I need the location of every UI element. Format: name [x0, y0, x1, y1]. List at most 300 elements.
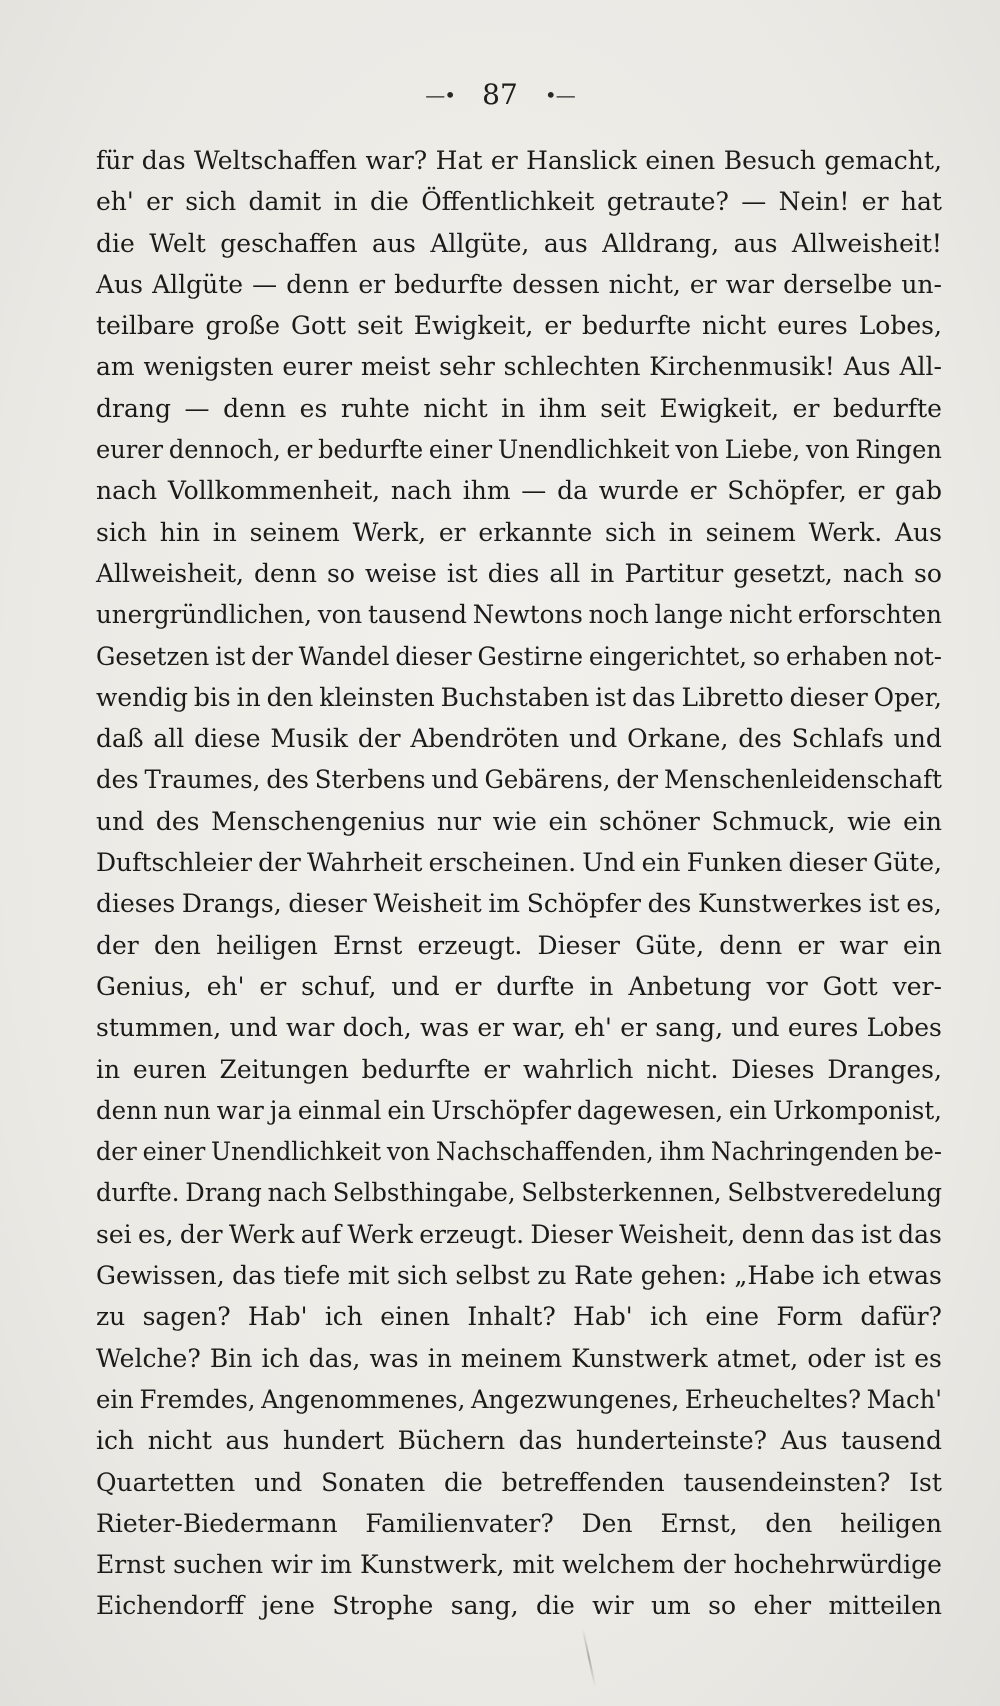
- word: Unendlichkeit: [497, 435, 670, 465]
- word: doch,: [342, 1013, 412, 1043]
- word: heiligen: [216, 930, 318, 960]
- word: von: [805, 435, 850, 465]
- word: Schöpfer: [526, 889, 641, 919]
- text-line: [96, 718, 942, 759]
- word: Mach': [866, 1384, 942, 1414]
- word: nur: [436, 806, 482, 836]
- word: Selbsthingabe,: [332, 1178, 516, 1208]
- word: der: [616, 765, 659, 795]
- word: war?: [365, 146, 428, 175]
- word: Traumes,: [144, 765, 261, 795]
- word: Güte,: [873, 848, 942, 878]
- text-line: [96, 346, 942, 387]
- word: sich: [396, 1261, 448, 1291]
- word: Gebärens,: [484, 765, 611, 795]
- text-line: [96, 223, 942, 264]
- word: hundert: [282, 1426, 385, 1456]
- word: Güte,: [635, 930, 705, 960]
- word: tausendeinsten?: [683, 1467, 891, 1497]
- word: denn: [286, 269, 350, 299]
- word: Hab': [247, 1302, 308, 1332]
- word: meist: [360, 352, 431, 382]
- word: eh': [96, 187, 134, 217]
- text-line: [96, 512, 942, 553]
- word: Schmuck,: [711, 806, 836, 836]
- word: denn: [719, 930, 783, 960]
- word: erhaben: [785, 641, 888, 671]
- word: der: [682, 1550, 726, 1580]
- word: so: [752, 641, 781, 671]
- word: am: [96, 352, 135, 382]
- word: ist: [446, 558, 478, 588]
- word: er: [358, 269, 386, 299]
- word: und: [893, 724, 942, 754]
- page-header: [0, 78, 1000, 118]
- word: Rieter-Biedermann: [96, 1508, 338, 1538]
- word: vor: [766, 971, 808, 1001]
- word: Hat: [435, 146, 483, 175]
- word: hunderteinste?: [575, 1426, 768, 1456]
- word: durfte.: [96, 1178, 180, 1208]
- word: erscheinen.: [428, 848, 577, 878]
- word: Ernst: [333, 930, 403, 960]
- text-line: [96, 1007, 942, 1048]
- word: die: [370, 187, 409, 217]
- word: sang,: [655, 1013, 724, 1043]
- word: des: [266, 765, 309, 795]
- text-line: [96, 594, 942, 635]
- text-line: [96, 1379, 942, 1420]
- word: eher: [753, 1591, 812, 1621]
- word: was: [369, 1343, 419, 1373]
- word: Bin: [209, 1343, 253, 1373]
- page-number: 87: [482, 78, 518, 111]
- word: Aus: [780, 1426, 828, 1456]
- word: dessen: [512, 269, 600, 299]
- word: nicht: [701, 311, 767, 341]
- word: nach: [842, 558, 904, 588]
- word: dennoch,: [168, 435, 281, 465]
- word: Schöpfer,: [727, 476, 847, 506]
- word: Ernst: [96, 1550, 166, 1580]
- word: er: [483, 1054, 511, 1084]
- word: geschaffen: [220, 228, 358, 258]
- word: Abendröten: [410, 724, 560, 754]
- word: aus: [225, 1426, 270, 1456]
- word: dieses: [96, 889, 176, 919]
- word: wenigsten: [143, 352, 274, 382]
- word: Kunstwerk,: [360, 1550, 505, 1580]
- word: all: [549, 558, 581, 588]
- word: atmet,: [716, 1343, 799, 1373]
- word: Anbetung: [628, 971, 752, 1001]
- word: und: [254, 1467, 303, 1497]
- text-line: [96, 1420, 942, 1461]
- word: ist: [874, 1343, 906, 1373]
- word: so: [327, 558, 355, 588]
- word: es: [299, 393, 328, 423]
- word: Dranges,: [827, 1054, 942, 1084]
- word: ein: [903, 806, 942, 836]
- word: einer: [142, 1137, 206, 1167]
- text-line: [96, 305, 942, 346]
- text-line: [96, 759, 942, 800]
- word: Ernst,: [660, 1508, 738, 1538]
- word: erkannte: [478, 517, 593, 547]
- word: schuf,: [301, 971, 377, 1001]
- word: diese: [194, 724, 261, 754]
- word: eures: [787, 1013, 859, 1043]
- text-line: [96, 842, 942, 883]
- word: Gesetzen: [96, 641, 210, 671]
- word: in: [212, 517, 237, 547]
- word: des: [647, 889, 692, 919]
- body-text: [96, 140, 942, 1627]
- word: Urschöpfer: [431, 1095, 572, 1125]
- word: ist: [215, 641, 246, 671]
- word: Erheucheltes?: [684, 1384, 862, 1414]
- word: ist: [868, 889, 900, 919]
- word: erzeugt.: [419, 1219, 525, 1249]
- word: dieser: [789, 682, 868, 712]
- word: den: [765, 1508, 813, 1538]
- word: Form: [776, 1302, 844, 1332]
- word: nicht.: [646, 1054, 719, 1084]
- word: dafür?: [860, 1302, 942, 1332]
- word: er: [146, 187, 173, 217]
- text-line: [96, 677, 942, 718]
- word: bedurfte: [318, 435, 424, 465]
- word: einen: [380, 1302, 451, 1332]
- word: zu: [537, 1261, 567, 1291]
- word: bis: [193, 682, 231, 712]
- word: in: [236, 682, 261, 712]
- word: weise: [364, 558, 437, 588]
- word: suchen: [173, 1550, 264, 1580]
- word: er: [490, 146, 518, 175]
- word: Rate: [574, 1261, 634, 1291]
- word: denn: [96, 1095, 158, 1125]
- word: in: [501, 393, 526, 423]
- word: das: [898, 1219, 942, 1249]
- word: unergründlichen,: [96, 600, 312, 630]
- word: teilbare: [96, 311, 195, 341]
- word: von: [675, 435, 720, 465]
- word: er: [861, 187, 889, 217]
- word: er: [259, 971, 287, 1001]
- word: Gott: [822, 971, 878, 1001]
- word: nach: [390, 476, 452, 506]
- word: Genius,: [96, 971, 192, 1001]
- word: Aus: [894, 517, 942, 547]
- word: er: [857, 476, 885, 506]
- word: eures: [777, 311, 848, 341]
- text-line: [96, 1338, 942, 1379]
- word: Vollkommenheit,: [167, 476, 381, 506]
- word: und: [96, 806, 145, 836]
- word: ein: [96, 1384, 134, 1414]
- word: sei: [96, 1219, 132, 1249]
- word: euren: [132, 1054, 207, 1084]
- word: es,: [906, 889, 942, 919]
- word: für: [96, 146, 134, 175]
- word: schlechten: [503, 352, 641, 382]
- word: Büchern: [397, 1426, 506, 1456]
- word: nicht: [728, 600, 793, 630]
- word: Dieses: [731, 1054, 815, 1084]
- word: seit: [600, 393, 646, 423]
- word: Weisheit,: [619, 1219, 736, 1249]
- ornament-left-icon: —•: [425, 82, 456, 107]
- word: bedurfte: [832, 393, 942, 423]
- text-line: [96, 1544, 942, 1585]
- word: Werk.: [808, 517, 883, 547]
- word: seinem: [705, 517, 796, 547]
- word: war,: [512, 1013, 566, 1043]
- word: un-: [901, 269, 942, 299]
- word: wir: [592, 1591, 634, 1621]
- word: die: [535, 1591, 575, 1621]
- text-line: [96, 1131, 942, 1172]
- word: Quartetten: [96, 1467, 236, 1497]
- word: ein: [548, 806, 588, 836]
- text-line: [96, 1172, 942, 1213]
- word: kleinsten: [319, 682, 435, 712]
- word: Dieser: [537, 930, 620, 960]
- word: noch: [588, 600, 649, 630]
- word: —: [741, 187, 767, 217]
- word: das: [810, 1219, 855, 1249]
- word: sich: [605, 517, 656, 547]
- word: ich: [822, 1261, 861, 1291]
- word: sagen?: [142, 1302, 231, 1332]
- word: Strophe: [332, 1591, 434, 1621]
- word: Urkomponist,: [772, 1095, 942, 1125]
- word: Libretto: [681, 682, 784, 712]
- word: Weltschaffen: [194, 146, 358, 175]
- word: von: [317, 600, 363, 630]
- word: tausend: [841, 1426, 942, 1456]
- word: getraute?: [606, 187, 729, 217]
- word: Allgüte,: [430, 228, 530, 258]
- word: etwas: [867, 1261, 942, 1291]
- word: Schlafs: [791, 724, 884, 754]
- word: Ewigkeit,: [659, 393, 780, 423]
- word: er: [689, 269, 717, 299]
- word: er: [620, 1013, 647, 1043]
- word: aus: [543, 228, 588, 258]
- word: Zeitungen: [219, 1054, 349, 1084]
- word: das,: [308, 1343, 361, 1373]
- word: erzeugt.: [417, 930, 523, 960]
- word: hin: [159, 517, 200, 547]
- word: und: [431, 765, 479, 795]
- word: nicht,: [608, 269, 681, 299]
- word: Angenommenes,: [261, 1384, 466, 1414]
- word: es: [914, 1343, 942, 1373]
- word: stummen,: [96, 1013, 222, 1043]
- word: einmal: [297, 1095, 382, 1125]
- word: der: [251, 641, 293, 671]
- word: Funken: [686, 848, 783, 878]
- word: Orkane,: [627, 724, 729, 754]
- word: Lobes,: [858, 311, 942, 341]
- word: es,: [137, 1219, 174, 1249]
- ornament-right-icon: •—: [544, 82, 575, 107]
- word: hochehrwürdige: [733, 1550, 942, 1580]
- word: sich: [185, 187, 237, 217]
- word: Sterbens: [314, 765, 426, 795]
- word: Hab': [573, 1302, 633, 1332]
- word: den: [153, 930, 201, 960]
- word: betreffenden: [501, 1467, 665, 1497]
- word: Welche?: [96, 1343, 201, 1373]
- word: —: [521, 476, 547, 506]
- text-line: [96, 388, 942, 429]
- word: er: [689, 476, 717, 506]
- word: er: [286, 435, 313, 465]
- word: und: [731, 1013, 780, 1043]
- text-line: [96, 470, 942, 511]
- word: wir: [271, 1550, 313, 1580]
- text-line: [96, 636, 942, 677]
- word: den: [266, 682, 314, 712]
- word: und: [391, 971, 440, 1001]
- word: eine: [705, 1302, 760, 1332]
- word: große: [205, 311, 280, 341]
- text-line: [96, 883, 942, 924]
- word: in: [668, 517, 693, 547]
- word: Gestirne: [477, 641, 583, 671]
- word: nach: [267, 1178, 327, 1208]
- word: er: [792, 393, 820, 423]
- word: Gott: [290, 311, 347, 341]
- word: welchem: [562, 1550, 675, 1580]
- word: tiefe: [283, 1261, 341, 1291]
- text-line: [96, 140, 942, 181]
- word: Menschenleidenschaft: [664, 765, 942, 795]
- word: aus: [372, 228, 416, 258]
- word: ist: [860, 1219, 892, 1249]
- text-line: [96, 1462, 942, 1503]
- word: —: [252, 269, 278, 299]
- word: und: [569, 724, 618, 754]
- word: war: [216, 1095, 264, 1125]
- word: des: [155, 806, 200, 836]
- word: dies: [487, 558, 540, 588]
- word: denn: [253, 558, 317, 588]
- word: Wahrheit: [307, 848, 423, 878]
- word: Fremdes,: [139, 1384, 256, 1414]
- word: so: [914, 558, 942, 588]
- text-line: [96, 181, 942, 222]
- word: Werk: [228, 1219, 295, 1249]
- word: nach: [96, 476, 158, 506]
- word: All-: [899, 352, 942, 382]
- word: all: [153, 724, 185, 754]
- word: Nein!: [778, 187, 850, 217]
- word: er: [454, 971, 482, 1001]
- word: ich: [324, 1302, 363, 1332]
- word: Sonaten: [321, 1467, 426, 1497]
- word: ich: [649, 1302, 689, 1332]
- word: Aus: [843, 352, 891, 382]
- word: seinem: [249, 517, 340, 547]
- word: war: [725, 269, 774, 299]
- word: ich: [96, 1426, 135, 1456]
- word: Öffentlichkeit: [421, 187, 595, 217]
- word: Kirchenmusik!: [649, 352, 835, 382]
- word: um: [650, 1591, 691, 1621]
- word: mit: [512, 1550, 555, 1580]
- word: ein: [729, 1095, 768, 1125]
- word: jene: [261, 1591, 315, 1621]
- word: Kunstwerkes: [697, 889, 863, 919]
- word: ist: [595, 682, 627, 712]
- word: eurer: [96, 435, 164, 465]
- word: Inhalt?: [467, 1302, 556, 1332]
- word: und: [229, 1013, 278, 1043]
- word: Nachringenden: [710, 1137, 899, 1167]
- word: eh': [574, 1013, 612, 1043]
- word: er: [438, 517, 466, 547]
- text-line: [96, 1214, 942, 1255]
- word: ihm: [538, 393, 587, 423]
- word: Ringen: [855, 435, 942, 465]
- word: Oper,: [873, 682, 942, 712]
- word: derselbe: [783, 269, 893, 299]
- word: zu: [96, 1302, 126, 1332]
- text-line: [96, 264, 942, 305]
- word: wie: [492, 806, 537, 836]
- word: Und: [582, 848, 636, 878]
- word: Drangs,: [181, 889, 282, 919]
- word: Aus: [96, 269, 143, 299]
- word: war: [286, 1013, 335, 1043]
- word: bedurfte: [582, 311, 691, 341]
- word: dieser: [288, 889, 367, 919]
- word: Wandel: [298, 641, 390, 671]
- word: be-: [904, 1137, 942, 1167]
- word: in: [589, 971, 614, 1001]
- word: die: [96, 228, 135, 258]
- word: Selbsterkennen,: [521, 1178, 722, 1208]
- paper-scratch-mark: [582, 1628, 596, 1687]
- word: Allgüte: [152, 269, 244, 299]
- word: Allweisheit,: [96, 558, 244, 588]
- word: meinem: [460, 1343, 563, 1373]
- word: drang: [96, 393, 171, 423]
- word: Nachschaffenden,: [435, 1137, 654, 1167]
- word: in: [427, 1343, 452, 1373]
- word: Ist: [909, 1467, 942, 1497]
- word: Kunstwerk: [571, 1343, 708, 1373]
- word: der: [179, 1219, 223, 1249]
- word: damit: [248, 187, 322, 217]
- word: Selbstveredelung: [727, 1178, 942, 1208]
- word: auf: [300, 1219, 342, 1249]
- word: nicht: [147, 1426, 212, 1456]
- word: bedurfte: [394, 269, 504, 299]
- word: mitteilen: [828, 1591, 942, 1621]
- text-line: [96, 1503, 942, 1544]
- word: gemacht,: [824, 146, 942, 175]
- word: Eichendorff: [96, 1591, 245, 1621]
- word: Weisheit: [373, 889, 482, 919]
- word: schöner: [599, 806, 700, 836]
- text-line: [96, 1296, 942, 1337]
- word: Newtons: [472, 600, 583, 630]
